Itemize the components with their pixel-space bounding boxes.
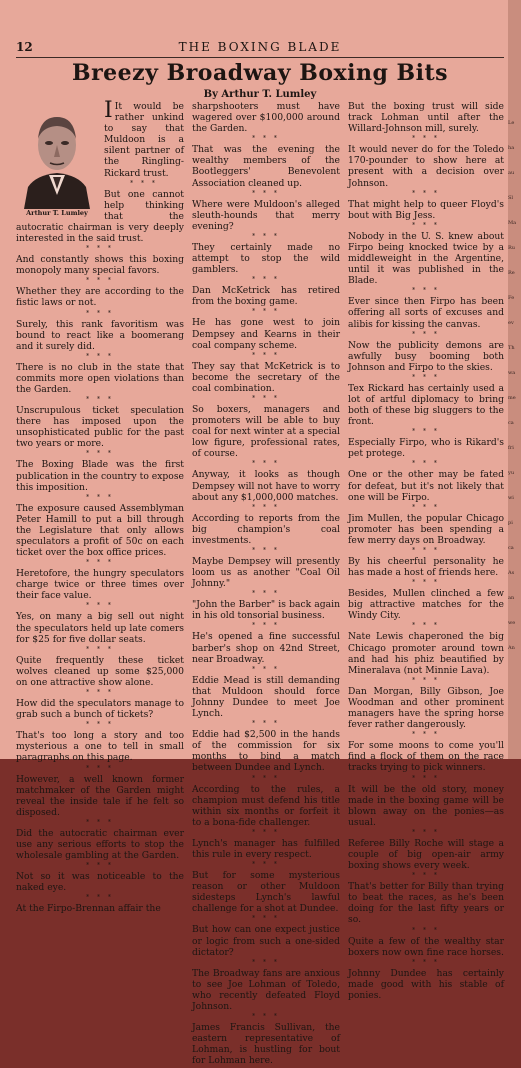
paragraph-separator: * * *	[86, 862, 114, 870]
article-byline: By Arthur T. Lumley	[203, 89, 317, 100]
page-number: 12	[16, 40, 33, 54]
paragraph: Now the publicity demons are awfully busy booming both Johnson and Firpo to the skies.	[348, 339, 504, 373]
paragraph: For some moons to come you'll find a flock of them on the race tracks trying to pick winners.	[348, 740, 504, 774]
paragraph: Besides, Mullen clinched a few big attractive matches for the Windy City.	[348, 588, 504, 622]
paragraph-separator: * * *	[252, 394, 280, 402]
paragraph-separator: * * *	[412, 676, 440, 684]
spine-text-fragment: ca	[508, 545, 514, 551]
paragraph: Lynch's manager has fulfilled this rule in every respect.	[192, 837, 340, 860]
paragraph: One or the other may be fated for defeat, but it's not likely that one will be Firpo.	[348, 469, 504, 503]
paragraph: Quite a few of the wealthy star boxers now own fine race horses.	[348, 935, 504, 958]
paragraph: He has gone west to join Dempsey and Kearns in their coal company scheme.	[192, 317, 340, 351]
paragraph-separator: * * *	[412, 189, 440, 197]
paragraph: But for some mysterious reason or other Muldoon sidesteps Lynch's lawful challenge for a shot at Dundee.	[192, 870, 340, 915]
paragraph: However, a well known former matchmaker of the Garden might reveal the inside tale if he felt so disposed.	[16, 773, 184, 818]
paragraph-separator: * * *	[252, 958, 280, 966]
spine-text-fragment: Fe	[508, 295, 515, 301]
paragraph-separator: * * *	[412, 622, 440, 630]
paragraph: Quite frequently these ticket wolves cleaned up some $25,000 on one attractive show alone.	[16, 654, 184, 688]
paragraph-separator: * * *	[252, 547, 280, 554]
paragraph: Dan Morgan, Billy Gibson, Joe Woodman and other prominent managers have the spring horse fever rather dangerously.	[348, 685, 504, 731]
spine-text-fragment: Sl	[508, 195, 514, 201]
paragraph-separator: * * *	[86, 818, 114, 826]
paragraph-separator: * * *	[412, 373, 440, 381]
spine-text-fragment: As	[508, 570, 515, 576]
paragraph: That was the evening the wealthy members of the Bootleggers' Benevolent Association cleaned up.	[192, 144, 340, 189]
paragraph: By his cheerful personality he has made a host of friends here.	[348, 556, 504, 579]
paragraph-separator: * * *	[412, 135, 440, 143]
paragraph-separator: * * *	[252, 861, 280, 869]
portrait-image	[16, 103, 98, 209]
paragraph-separator: * * *	[412, 731, 440, 739]
paragraph: There is no club in the state that commits more open violations than the Garden.	[16, 361, 184, 395]
paragraph-separator: * * *	[86, 721, 114, 729]
paragraph: The exposure caused Assemblyman Peter Hamill to put a bill through the Legislature that only allows speculators a profit of 50c on each ticket over the box office prices.	[16, 502, 184, 559]
spine-text-fragment: wa	[508, 370, 516, 376]
spine-text-fragment: Th	[508, 345, 515, 351]
spine-text-fragment: au	[508, 170, 515, 176]
publication-title: THE BOXING BLADE	[178, 40, 342, 54]
paragraph: Whether they are according to the fistic laws or not.	[16, 286, 184, 309]
paragraph-separator: * * *	[252, 460, 280, 468]
paragraph-separator: * * *	[412, 547, 440, 554]
paragraph: Not so it was noticeable to the naked eye.	[16, 871, 184, 894]
paragraph: According to the rules, a champion must defend his title within six months or forfeit it to a bona-fide challenger.	[192, 783, 340, 828]
paragraph-separator: * * *	[252, 774, 280, 782]
paragraph-separator: * * *	[252, 232, 280, 240]
author-portrait	[16, 103, 98, 219]
paragraph: Referee Billy Roche will stage a couple of big open-air army boxing shows every week.	[348, 837, 504, 872]
paragraph-separator: * * *	[412, 503, 440, 511]
article-column-1	[16, 98, 184, 916]
paragraph-separator: * * *	[412, 872, 440, 880]
paragraph: It would never do for the Toledo 170-pounder to show here at present with a decision over Johnson.	[348, 144, 504, 189]
spine-text-fragment: me	[508, 395, 516, 401]
paragraph: He's opened a fine successful barber's shop on 42nd Street, near Broadway.	[192, 631, 340, 665]
paragraph-separator: * * *	[252, 351, 280, 359]
paragraph: Eddie had $2,500 in the hands of the commission for six months to bind a match between Dundee and Lynch.	[192, 729, 340, 774]
paragraph-separator: * * *	[86, 645, 114, 653]
spine-text-fragment: Ru	[508, 245, 515, 251]
paragraph: Did the autocratic chairman ever use any serious efforts to stop the wholesale gambling at the Garden.	[16, 827, 184, 862]
spine-text-fragment: we	[508, 620, 516, 626]
paragraph-separator: * * *	[412, 428, 440, 436]
spine-text-fragment: ev	[508, 320, 514, 326]
paragraph: They say that McKetrick is to become the secretary of the coal combination.	[192, 360, 340, 394]
spine-text-fragment: Ma	[508, 220, 517, 226]
paragraph-separator: * * *	[252, 665, 280, 673]
paragraph-separator: * * *	[86, 764, 114, 772]
paragraph: Nobody in the U. S. knew about Firpo being knocked twice by a middleweight in the Argentine, until it was published in the Blade.	[348, 230, 504, 287]
spine-text-fragment: ha	[508, 145, 515, 151]
paragraph: Surely, this rank favoritism was bound to react like a boomerang and it surely did.	[16, 318, 184, 352]
paragraph: James Francis Sullivan, the eastern representative of Lohman, is hustling for bout for Lohman here.	[192, 1022, 340, 1067]
paragraph-separator: * * *	[86, 396, 114, 404]
article-column-2	[192, 101, 340, 1068]
paragraph-separator: * * *	[252, 308, 280, 316]
spine-text-fragment: an	[508, 595, 515, 601]
paragraph: Eddie Mead is still demanding that Muldoon should force Johnny Dundee to meet Joe Lynch.	[192, 674, 340, 720]
spine-text-fragment: wi	[508, 495, 514, 501]
paragraph-separator: * * *	[252, 1013, 280, 1021]
paragraph: Especially Firpo, who is Rikard's pet protege.	[348, 437, 504, 460]
paragraph-separator: * * *	[252, 276, 280, 284]
paragraph: Maybe Dempsey will presently loom us as another "Coal Oil Johnny."	[192, 556, 340, 590]
paragraph-separator: * * *	[252, 189, 280, 197]
paragraph-separator: * * *	[86, 450, 114, 458]
paragraph-separator: * * *	[252, 590, 280, 598]
paragraph: How did the speculators manage to grab such a bunch of tickets?	[16, 698, 184, 721]
paragraph-separator: * * *	[252, 135, 280, 143]
paragraph-separator: * * *	[412, 926, 440, 934]
paragraph-separator: * * *	[86, 894, 114, 902]
spine-text-fragment: An	[508, 645, 515, 651]
paragraph-separator: * * *	[252, 915, 280, 923]
paragraph: So boxers, managers and promoters will be able to buy coal for next winter at a special low figure, professional rates, of course.	[192, 403, 340, 460]
paragraph-separator: * * *	[86, 689, 114, 697]
paragraph: At the Firpo-Brennan affair the	[16, 903, 161, 915]
drop-cap: I	[104, 98, 113, 123]
paragraph-separator: * * *	[412, 287, 440, 295]
paragraph: But how can one expect justice or logic from such a one-sided dictator?	[192, 924, 340, 958]
paragraph-separator: * * *	[252, 828, 280, 836]
paragraph: "John the Barber" is back again in his old tonsorial business.	[192, 599, 340, 622]
paragraph: That's better for Billy than trying to beat the races, as he's been doing for the last fifty years or so.	[348, 881, 504, 926]
spine-text-fragment: yu	[508, 470, 515, 476]
paragraph-separator: * * *	[86, 602, 114, 610]
paragraph-separator: * * *	[252, 720, 280, 728]
article-column-3	[348, 101, 504, 1003]
paragraph: Jim Mullen, the popular Chicago promoter has been spending a few merry days on Broadway.	[348, 512, 504, 546]
paragraph-separator: * * *	[86, 559, 114, 567]
paragraph: The Boxing Blade was the first publication in the country to expose this imposition.	[16, 459, 184, 493]
spine-text-fragment: Le	[508, 120, 515, 126]
paragraph: But the boxing trust will side track Lohman until after the Willard-Johnson mill, surely.	[348, 101, 504, 135]
paragraph: sharpshooters must have wagered over $100,000 around the Garden.	[192, 101, 340, 135]
paragraph-separator: * * *	[412, 221, 440, 229]
paragraph: Nate Lewis chaperoned the big Chicago promoter around town and had his phiz beautified by Mineralava (not Minnie Lava).	[348, 631, 504, 676]
spine-text-fragment: pi	[508, 520, 513, 526]
paragraph-separator: * * *	[252, 503, 280, 511]
paragraph: Yes, on many a big sell out night the speculators held up late comers for $25 for five dollar seats.	[16, 611, 184, 645]
paragraph: But one cannot help thinking that the autocratic chairman is very deeply interested in the said trust.	[16, 188, 184, 245]
paragraph-separator: * * *	[86, 352, 114, 360]
paragraph-separator: * * *	[86, 277, 114, 285]
column-1-paragraphs	[16, 181, 184, 915]
paragraph: Where were Muldoon's alleged sleuth-hounds that merry evening?	[192, 198, 340, 232]
paragraph: Anyway, it looks as though Dempsey will not have to worry about any $1,000,000 matches.	[192, 469, 340, 503]
paragraph: Ever since then Firpo has been offering all sorts of excuses and alibis for kissing the canvas.	[348, 296, 504, 330]
paragraph: That's too long a story and too mysterious a one to tell in small paragraphs on this page.	[16, 730, 184, 764]
paragraph: Johnny Dundee has certainly made good with his stable of ponies.	[348, 967, 504, 1001]
paragraph: That might help to queer Floyd's bout with Big Jess.	[348, 198, 504, 221]
paragraph: They certainly made no attempt to stop the wild gamblers.	[192, 241, 340, 276]
article-headline: Breezy Broadway Boxing Bits	[71, 60, 449, 86]
paragraph-separator: * * *	[412, 828, 440, 836]
paragraph: And constantly shows this boxing monopoly many special favors.	[16, 254, 184, 277]
paragraph-separator: * * *	[86, 245, 114, 253]
paragraph: Unscrupulous ticket speculation there has imposed upon the unsophisticated public for the past two years or more.	[16, 405, 184, 450]
spine-text-fragment: Re	[508, 270, 515, 276]
paragraph-separator: * * *	[412, 958, 440, 966]
spine-text-fragment: fri	[508, 445, 514, 451]
paragraph: Dan McKetrick has retired from the boxing game.	[192, 285, 340, 308]
paragraph-separator: * * *	[252, 622, 280, 630]
adjacent-page-edge	[508, 0, 521, 759]
header-rule	[16, 57, 504, 58]
spine-text-fragment: ca	[508, 420, 514, 426]
paragraph-separator: * * *	[412, 330, 440, 338]
paragraph: It will be the old story, money made in the boxing game will be blown away on the ponies—as usual.	[348, 783, 504, 828]
paragraph: Tex Rickard has certainly used a lot of artful diplomacy to bring both of these big sluggers to the front.	[348, 382, 504, 428]
paragraph-separator: * * *	[412, 774, 440, 782]
paragraph: According to reports from the big champion's coal investments.	[192, 512, 340, 546]
paragraph: The Broadway fans are anxious to see Joe Lohman of Toledo, who recently defeated Floyd Johnson.	[192, 967, 340, 1012]
paragraph: Heretofore, the hungry speculators charge twice or three times over their face value.	[16, 568, 184, 602]
page-header	[16, 40, 504, 56]
paragraph: I It would be rather unkind to say that Muldoon is a silent partner of the Ringling-Rickard trust.	[104, 98, 184, 179]
paragraph-separator: * * *	[86, 309, 114, 317]
paragraph-separator: * * *	[412, 579, 440, 587]
portrait-caption: Arthur T. Lumley	[26, 209, 88, 217]
paragraph-separator: * * *	[412, 460, 440, 468]
paragraph-separator: * * *	[130, 179, 158, 187]
paragraph-separator: * * *	[86, 493, 114, 501]
